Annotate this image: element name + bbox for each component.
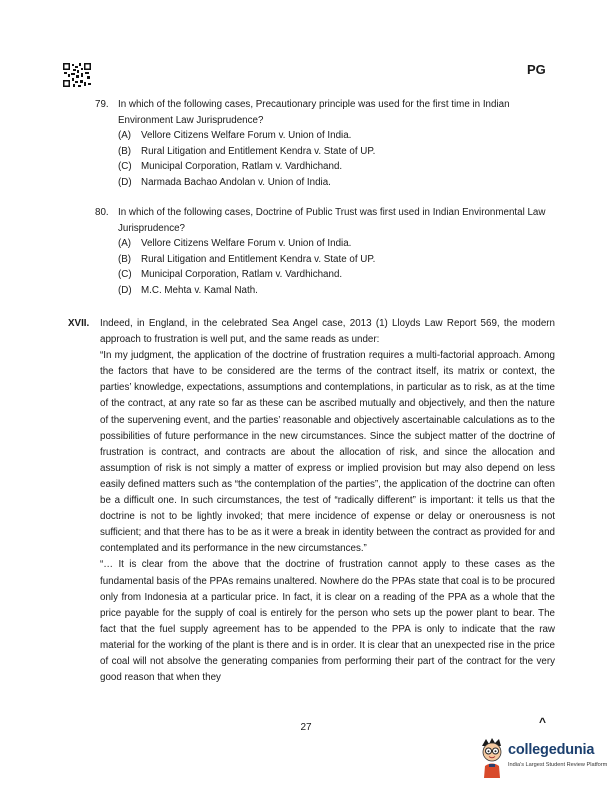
option-b: (B) Rural Litigation and Entitlement Kendra v. State of UP. [118,253,376,265]
logo-wordmark: collegedunia [508,742,595,758]
mascot-icon [478,737,506,779]
question-79 [95,97,555,191]
question-number: 79. [95,99,109,110]
option-a: (A) Vellore Citizens Welfare Forum v. Union of India. [118,238,352,250]
page-number: 27 [300,722,312,733]
passage-intro: Indeed, in England, in the celebrated Sea Angel case, 2013 (1) Lloyds Law Report 569, the modern approach to frustration is well put, and the same reads as under: [100,318,555,346]
option-b: (B) Rural Litigation and Entitlement Kendra v. State of UP. [118,145,376,157]
option-d: (D) M.C. Mehta v. Kamal Nath. [118,284,258,296]
option-d: (D) Narmada Bachao Andolan v. Union of India. [118,176,331,188]
question-stem: In which of the following cases, Doctrine of Public Trust was first used in Indian Environmental Law Jurisprudence? [118,207,546,234]
question-80 [95,205,555,299]
passage-quote-1: “In my judgment, the application of the doctrine of frustration requires a multi-factorial approach. Among the factors that have to be considered are the terms of the contract itself, its matrix or context, the parties’ knowledge, expectations, assumptions and contemplations, in particular as to risk, as at the time of the contract, at any rate so far as these can be ascribed mutually and objectively, and then the nature of the supervening event, and the parties’ reasonable and objectively ascertainable calculations as to the possibilities of future performance in the new circumstances. Since the subject matter of the doctrine of frustration is contract, and contracts are about the allocation of risk, and since the allocation and assumption of risk is not simply a matter of express or implied provision but may also depend on less easily defined matters such as “the contemplation of the parties”, the application of the doctrine can often be a difficult one. In such circumstances, the test of “radically different” is important: it tells us that the doctrine is not to be lightly invoked; that mere incidence of expense or delay or onerousness is not sufficient; and that there has to be as it were a break in identity between the contract as provided for and contemplated and its performance in the new circumstances.” [100,350,555,555]
option-a: (A) Vellore Citizens Welfare Forum v. Union of India. [118,130,352,142]
caret-mark: ^ [539,715,547,729]
collegedunia-logo [478,737,606,781]
passage-section [68,316,555,686]
option-c: (C) Municipal Corporation, Ratlam v. Vardhichand. [118,269,343,281]
logo-tagline: India's Largest Student Review Platform [508,762,608,768]
paper-code: PG [527,62,546,77]
question-number: 80. [95,207,109,218]
question-stem: In which of the following cases, Precautionary principle was used for the first time in Indian Environment Law Jurisprudence? [118,99,510,126]
qr-code-icon [62,62,92,88]
option-c: (C) Municipal Corporation, Ratlam v. Vardhichand. [118,161,343,173]
passage-quote-2: “… It is clear from the above that the doctrine of frustration cannot apply to these cases as the fundamental basis of the PPAs remains unaltered. Nowhere do the PPAs state that coal is to be procured only from Indonesia at a particular price. In fact, it is clear on a reading of the PPA as a whole that the price payable for the supply of coal is entirely for the person who sets up the power plant to bear. The fact that the fuel supply agreement has to be appended to the PPA is only to indicate that the raw material for the working of the plant is there and is in order. It is clear that an unexpected rise in the price of coal will not absolve the generating companies from performing their part of the contract for the very good reason that when they [100,559,555,684]
section-number: XVII. [68,318,90,329]
